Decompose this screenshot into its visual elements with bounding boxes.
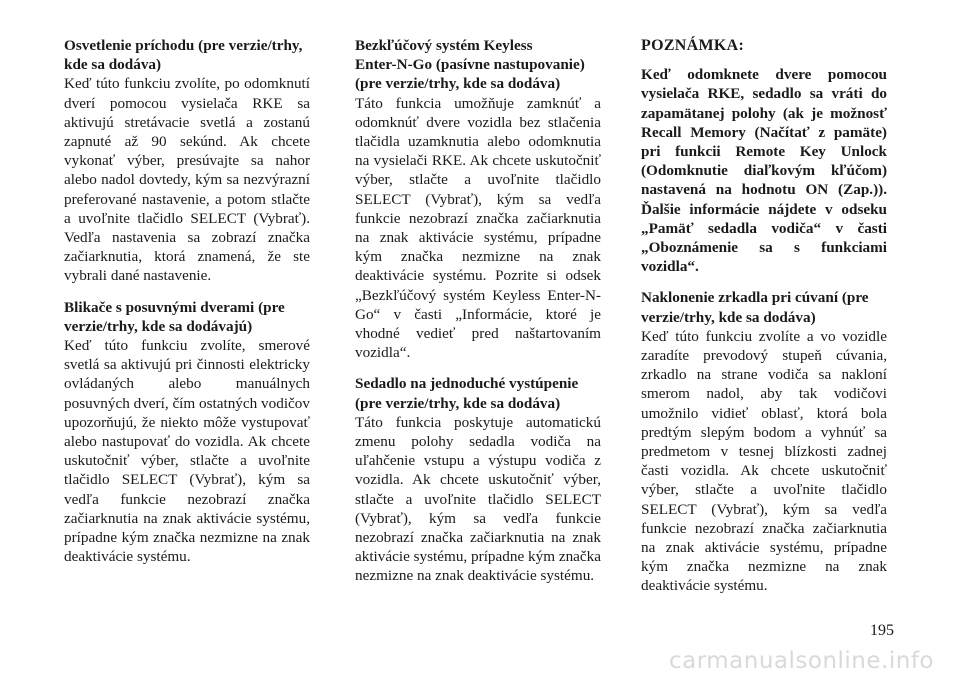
section-heading	[355, 374, 601, 412]
section-body: Keď túto funkciu zvolíte, po odomknutí dverí pomocou vysielača RKE sa aktivujú stretávacie svetlá a zostanú zapnuté až 90 sekúnd. Ak chcete vykonať výber, presúvajte sa nahor alebo nadol dovtedy, kým sa nezvýrazní preferované nastavenie, a potom stlačte a uvoľnite tlačidlo SELECT (Vybrať). Vedľa nastavenia sa zobrazí značka začiarknutia, ktorá znamená, že ste vybrali dané nastavenie.	[64, 75, 310, 285]
heading-line: (pre verzie/trhy, kde sa dodáva)	[355, 75, 561, 93]
heading-line: Blikače s posuvnými dverami (pre	[64, 298, 285, 316]
section-heading	[64, 36, 310, 74]
heading-line: Bezkľúčový systém Keyless	[355, 37, 533, 54]
note-title: POZNÁMKA:	[641, 37, 745, 54]
heading-line: Naklonenie zrkadla pri cúvaní (pre	[641, 289, 869, 307]
section-body: Táto funkcia poskytuje automatickú zmenu polohy sedadla vodiča na uľahčenie vstupu a výstupu vodiča z vozidla. Ak chcete uskutočniť výber, stlačte a uvoľnite tlačidlo SELECT (Vybrať), kým sa vedľa funkcie nezobrazí značka začiarknutia na znak aktivácie systému, prípadne kým značka nezmizne na znak deaktivácie systému.	[355, 413, 601, 585]
section-heading	[641, 288, 887, 326]
section-body: Keď túto funkciu zvolíte a vo vozidle zaradíte prevodový stupeň cúvania, zrkadlo na strane vodiča sa nakloní smerom nadol, aby tak vodičovi umožnilo vidieť oblasť, ktorá bola predtým slepým bodom a vyhnúť sa predmetom v tesnej blízkosti zadnej časti vozidla. Ak chcete uskutočniť výber, stlačte a uvoľnite tlačidlo SELECT (Vybrať), kým sa vedľa funkcie nezobrazí značka začiarknutia na znak aktivácie systému, prípadne kým značka nezmizne na znak deaktivácie systému.	[641, 327, 887, 595]
section-sliding-door-signals	[64, 298, 310, 567]
heading-line: verzie/trhy, kde sa dodávajú)	[64, 317, 253, 335]
section-keyless-enter-n-go	[355, 36, 601, 362]
heading-line: Enter-N-Go (pasívne nastupovanie)	[355, 56, 585, 74]
section-body: Táto funkcia umožňuje zamknúť a odomknúť dvere vozidla bez stlačenia tlačidla uzamknutia alebo odomknutia na vysielači RKE. Ak chcete uskutočniť výber, stlačte a uvoľnite tlačidlo SELECT (Vybrať), kým sa vedľa funkcie nezobrazí značka začiarknutia na znak aktivácie systému, prípadne kým značka nezmizne na znak deaktivácie systému. Pozrite si odsek „Bezkľúčový systém Keyless Enter-N-Go“ v časti „Informácie, ktoré je vhodné vedieť pred naštartovaním vozidla“.	[355, 94, 601, 362]
section-reverse-tilt-mirror	[641, 288, 887, 595]
page-number: 195	[870, 622, 894, 639]
heading-line: Osvetlenie príchodu (pre verzie/trhy,	[64, 37, 303, 54]
section-welcome-lighting	[64, 36, 310, 286]
section-heading	[355, 36, 601, 94]
section-easy-exit-seat	[355, 374, 601, 585]
note-body: Keď odomknete dvere pomocou vysielača RKE, sedadlo sa vráti do zapamätanej polohy (ak je možnosť Recall Memory (Načítať z pamäte) pri funkcii Remote Key Unlock (Odomknutie diaľkovým kľúčom) nastavená na hodnotu ON (Zap.)). Ďalšie informácie nájdete v odseku „Pamäť sedadla vodiča“ v časti „Oboznámenie sa s funkciami vozidla“.	[641, 66, 887, 276]
heading-line: kde sa dodáva)	[64, 56, 162, 74]
middle-column	[355, 36, 601, 598]
left-column	[64, 36, 310, 578]
heading-line: (pre verzie/trhy, kde sa dodáva)	[355, 394, 561, 412]
watermark: carmanualsonline.info	[668, 648, 934, 674]
heading-line: Sedadlo na jednoduché vystúpenie	[355, 375, 579, 393]
section-body: Keď túto funkciu zvolíte, smerové svetlá sa aktivujú pri činnosti elektricky ovládaných alebo manuálnych posuvných dverí, čím ostatných vodičov upozorňujú, že niekto môže vystupovať alebo nastupovať do vozidla. Ak chcete uskutočniť výber, stlačte a uvoľnite tlačidlo SELECT (Vybrať), kým sa vedľa funkcie nezobrazí značka začiarknutia na znak aktivácie systému, prípadne kým značka nezmizne na znak deaktivácie systému.	[64, 337, 310, 566]
right-column	[641, 36, 887, 608]
heading-line: verzie/trhy, kde sa dodáva)	[641, 308, 816, 326]
note-box	[641, 36, 887, 276]
section-heading	[64, 298, 310, 336]
